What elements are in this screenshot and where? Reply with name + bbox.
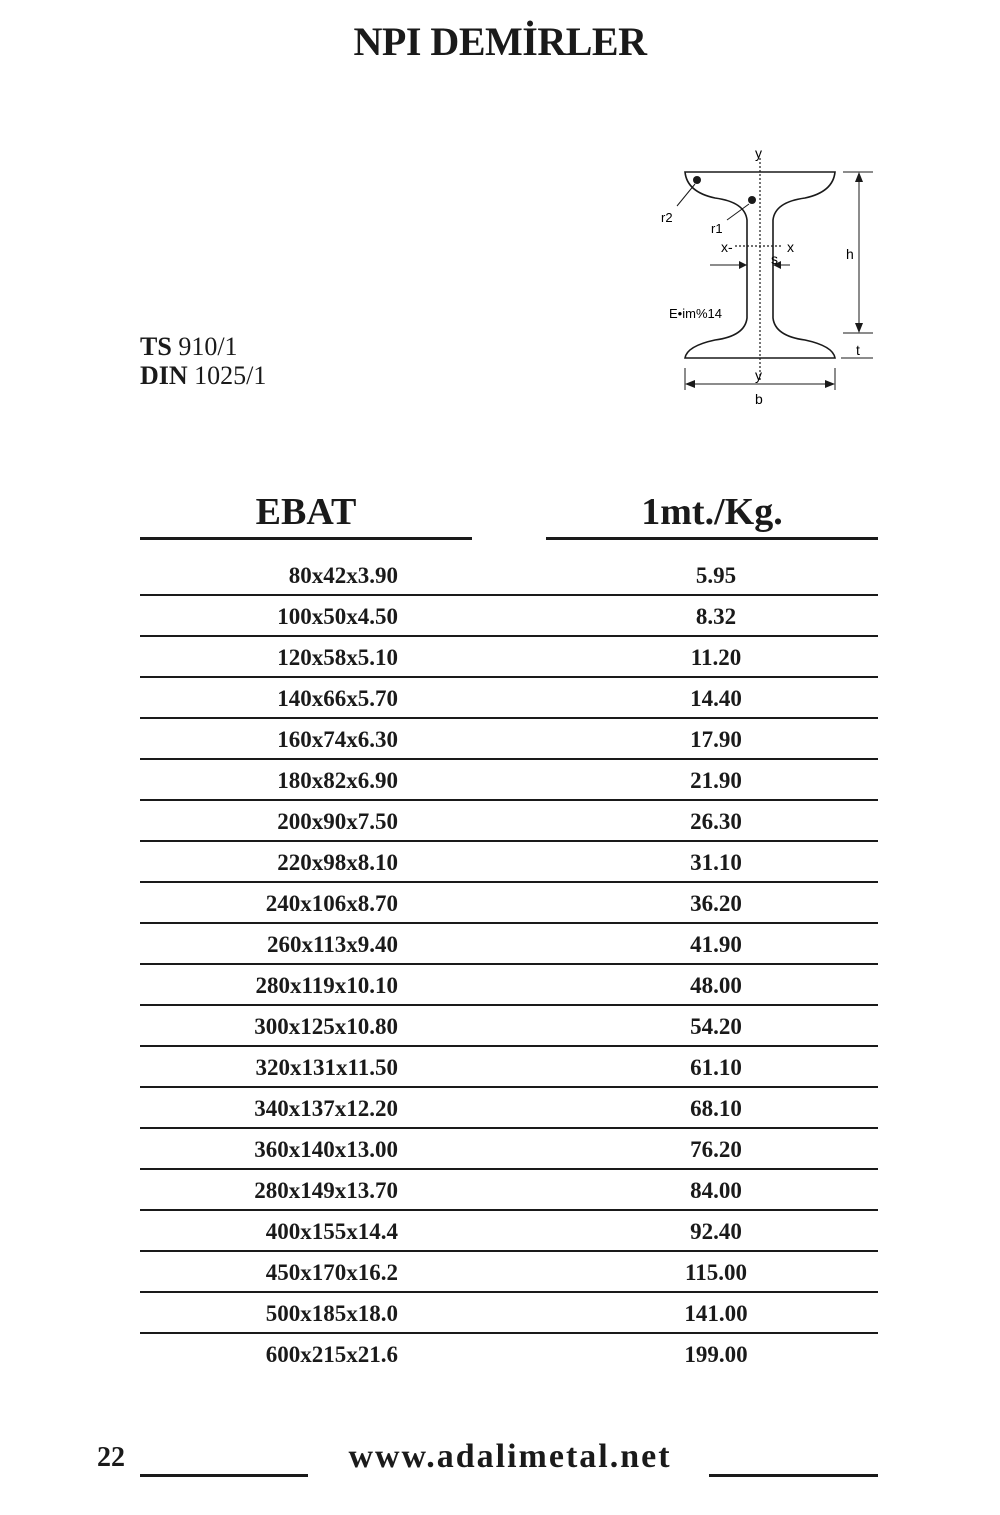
cell-ebat: 220x98x8.10 xyxy=(277,850,398,875)
label-x-right: x xyxy=(787,239,794,255)
table-row xyxy=(140,842,878,883)
table-row xyxy=(140,637,878,678)
cell-ebat: 320x131x11.50 xyxy=(255,1055,398,1080)
table-row xyxy=(140,1293,878,1334)
table-row xyxy=(140,1170,878,1211)
cell-weight: 11.20 xyxy=(690,645,742,670)
standard-ts: TS 910/1 xyxy=(140,332,238,361)
cell-ebat: 600x215x21.6 xyxy=(265,1342,398,1367)
table-row xyxy=(140,760,878,801)
label-y-bottom: y xyxy=(755,367,762,383)
cell-weight: 92.40 xyxy=(690,1219,742,1244)
cell-weight: 17.90 xyxy=(690,727,742,752)
cell-weight: 68.10 xyxy=(690,1096,742,1121)
standard-din: DIN 1025/1 xyxy=(140,361,267,390)
footer-divider-right xyxy=(709,1474,878,1477)
cell-weight: 141.00 xyxy=(684,1301,748,1326)
header-divider-right xyxy=(546,537,878,540)
cell-ebat: 340x137x12.20 xyxy=(254,1096,398,1121)
cell-weight: 199.00 xyxy=(684,1342,748,1367)
label-y-top: y xyxy=(755,145,762,161)
cell-ebat: 80x42x3.90 xyxy=(288,563,398,588)
cell-weight: 61.10 xyxy=(690,1055,742,1080)
cell-weight: 115.00 xyxy=(685,1260,747,1285)
cell-ebat: 240x106x8.70 xyxy=(265,891,398,916)
label-t: t xyxy=(856,342,860,358)
label-r1: r1 xyxy=(711,221,723,236)
website-url: www.adalimetal.net xyxy=(348,1438,672,1475)
label-h: h xyxy=(846,246,854,262)
cell-weight: 5.95 xyxy=(695,563,737,588)
cell-ebat: 400x155x14.4 xyxy=(265,1219,398,1244)
label-r2: r2 xyxy=(661,210,673,225)
cell-ebat: 120x58x5.10 xyxy=(277,645,398,670)
label-slope: E•im%14 xyxy=(669,306,722,321)
cell-ebat: 360x140x13.00 xyxy=(254,1137,398,1162)
label-s: s xyxy=(771,251,778,267)
cell-ebat: 280x119x10.10 xyxy=(255,973,398,998)
i-beam-cross-section-diagram xyxy=(655,140,895,410)
cell-ebat: 100x50x4.50 xyxy=(277,604,398,629)
label-x-left: x- xyxy=(721,239,733,255)
table-row xyxy=(140,1088,878,1129)
table-row xyxy=(140,1334,878,1375)
standards-block xyxy=(140,332,266,390)
table-row xyxy=(140,924,878,965)
table-row xyxy=(140,1129,878,1170)
cell-weight: 41.90 xyxy=(690,932,742,957)
label-b: b xyxy=(755,391,763,407)
cell-weight: 21.90 xyxy=(690,768,742,793)
header-divider-left xyxy=(140,537,472,540)
cell-ebat: 200x90x7.50 xyxy=(277,809,398,834)
page-number: 22 xyxy=(97,1442,125,1473)
table-row xyxy=(140,965,878,1006)
cell-weight: 26.30 xyxy=(690,809,742,834)
cell-ebat: 500x185x18.0 xyxy=(265,1301,398,1326)
cell-weight: 76.20 xyxy=(690,1137,742,1162)
table-row xyxy=(140,801,878,842)
cell-weight: 54.20 xyxy=(690,1014,742,1039)
cell-ebat: 140x66x5.70 xyxy=(277,686,398,711)
footer-divider-left xyxy=(140,1474,308,1477)
npi-table xyxy=(140,555,878,1375)
cell-weight: 84.00 xyxy=(690,1178,742,1203)
table-row xyxy=(140,883,878,924)
cell-weight: 36.20 xyxy=(690,891,742,916)
cell-weight: 48.00 xyxy=(690,973,742,998)
table-row xyxy=(140,719,878,760)
table-row xyxy=(140,1006,878,1047)
cell-ebat: 260x113x9.40 xyxy=(267,932,398,957)
cell-weight: 31.10 xyxy=(690,850,742,875)
cell-ebat: 180x82x6.90 xyxy=(277,768,398,793)
column-header-ebat: EBAT xyxy=(255,491,357,533)
table-row xyxy=(140,555,878,596)
cell-ebat: 300x125x10.80 xyxy=(254,1014,398,1039)
column-header-weight: 1mt./Kg. xyxy=(641,491,783,533)
table-row xyxy=(140,678,878,719)
table-row xyxy=(140,1211,878,1252)
cell-ebat: 450x170x16.2 xyxy=(265,1260,398,1285)
table-row xyxy=(140,1047,878,1088)
cell-ebat: 160x74x6.30 xyxy=(277,727,398,752)
cell-weight: 8.32 xyxy=(695,604,737,629)
cell-weight: 14.40 xyxy=(690,686,742,711)
cell-ebat: 280x149x13.70 xyxy=(254,1178,398,1203)
table-row xyxy=(140,596,878,637)
table-row xyxy=(140,1252,878,1293)
page-title: NPI DEMİRLER xyxy=(353,19,647,64)
